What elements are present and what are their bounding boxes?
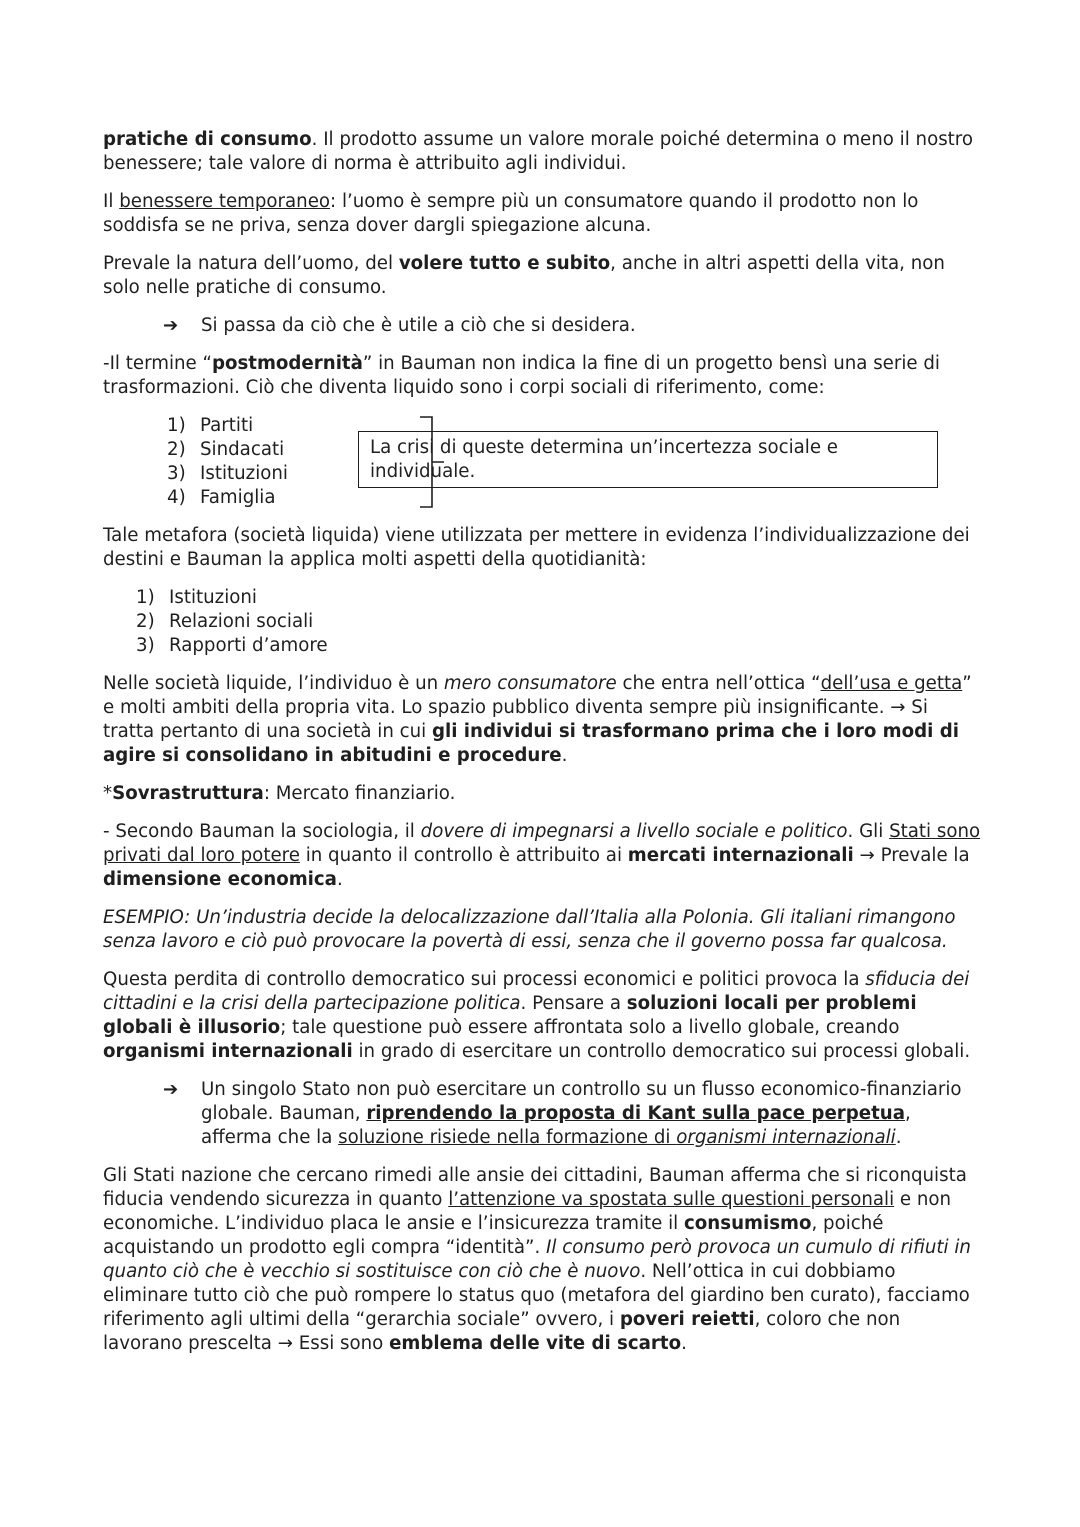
paragraph-example: ESEMPIO: Un’industria decide la delocalizzazione dall’Italia alla Polonia. Gli italiani rimangono senza lavoro e ciò può provocare la povertà di essi, senza che il governo possa far qualcosa.: [103, 907, 956, 952]
document-page: [103, 128, 983, 1370]
social-bodies-list: [167, 414, 288, 510]
paragraph-postmodernity: -Il termine “postmodernità” in Bauman non indica la fine di un progetto bensì una serie di trasformazioni. Ciò che diventa liquido sono i corpi sociali di riferimento, come:: [103, 353, 940, 398]
paragraph-superstructure: *Sovrastruttura: Mercato finanziario.: [103, 783, 456, 804]
paragraph-nation-states: Gli Stati nazione che cercano rimedi alle ansie dei cittadini, Bauman afferma che si riconquista fiducia vendendo sicurezza in quanto l’attenzione va spostata sulle questioni personali e non economiche. L’individuo placa le ansie e l’insicurezza tramite il consumismo, poiché acquistando un prodotto egli compra “identità”. Il consumo però provoca un cumulo di rifiuti in quanto ciò che è vecchio si sostituisce con ciò che è nuovo. Nell’ottica in cui dobbiamo eliminare tutto ciò che può rompere lo status quo (metafora del giardino ben curato), facciamo riferimento agli ultimi della “gerarchia sociale” ovvero, i poveri reietti, coloro che non lavorano prescelta → Essi sono emblema delle vite di scarto.: [103, 1165, 971, 1354]
list-item: 3) Istituzioni: [167, 463, 288, 484]
list-item: 4) Famiglia: [167, 487, 276, 508]
paragraph-consumption-value: pratiche di consumo. Il prodotto assume un valore morale poiché determina o meno il nostro benessere; tale valore di norma è attribuito agli individui.: [103, 129, 974, 174]
paragraph-sociology-duty: - Secondo Bauman la sociologia, il dovere di impegnarsi a livello sociale e politico. Gli Stati sono privati dal loro potere in quanto il controllo è attribuito ai mercati internazionali → Prevale la dimensione economica.: [103, 821, 981, 890]
social-bodies-group: [103, 414, 983, 510]
paragraph-human-nature: Prevale la natura dell’uomo, del volere tutto e subito, anche in altri aspetti della vita, non solo nelle pratiche di consumo.: [103, 253, 945, 298]
paragraph-temporary-wellbeing: Il benessere temporaneo: l’uomo è sempre più un consumatore quando il prodotto non lo soddisfa se ne priva, senza dover dargli spiegazione alcuna.: [103, 191, 919, 236]
arrow-point-useful-to-desired: ➔ Si passa da ciò che è utile a ciò che si desidera.: [163, 315, 636, 336]
list-item: 3) Rapporti d’amore: [136, 635, 328, 656]
list-item: 2) Sindacati: [167, 439, 285, 460]
list-item: 1) Istituzioni: [136, 587, 257, 608]
list-item: 2) Relazioni sociali: [136, 611, 314, 632]
paragraph-liquid-society-metaphor: Tale metafora (società liquida) viene utilizzata per mettere in evidenza l’individualizzazione dei destini e Bauman la applica molti aspetti della quotidianità:: [103, 525, 970, 570]
applied-aspects-list: [136, 586, 983, 658]
list-item: 1) Partiti: [167, 415, 254, 436]
arrow-right-icon: ➔: [163, 1079, 179, 1100]
arrow-point-kant: ➔ Un singolo Stato non può esercitare un controllo su un flusso economico-finanziario globale. Bauman, riprendendo la proposta di Kant sulla pace perpetua, afferma che la soluzione risiede nella formazione di organismi internazionali.: [163, 1079, 962, 1148]
paragraph-democratic-control: Questa perdita di controllo democratico sui processi economici e politici provoca la sfiducia dei cittadini e la crisi della partecipazione politica. Pensare a soluzioni locali per problemi globali è illusorio; tale questione può essere affrontata solo a livello globale, creando organismi internazionali in grado di esercitare un controllo democratico sui processi globali.: [103, 969, 971, 1062]
arrow-right-icon: ➔: [163, 315, 179, 336]
paragraph-liquid-societies: Nelle società liquide, l’individuo è un mero consumatore che entra nell’ottica “dell’usa e getta” e molti ambiti della propria vita. Lo spazio pubblico diventa sempre più insignificante. → Si tratta pertanto di una società in cui gli individui si trasformano prima che i loro modi di agire si consolidano in abitudini e procedure.: [103, 673, 972, 766]
crisis-note-box: La crisi di queste determina un’incertezza sociale e individuale.: [358, 431, 938, 488]
